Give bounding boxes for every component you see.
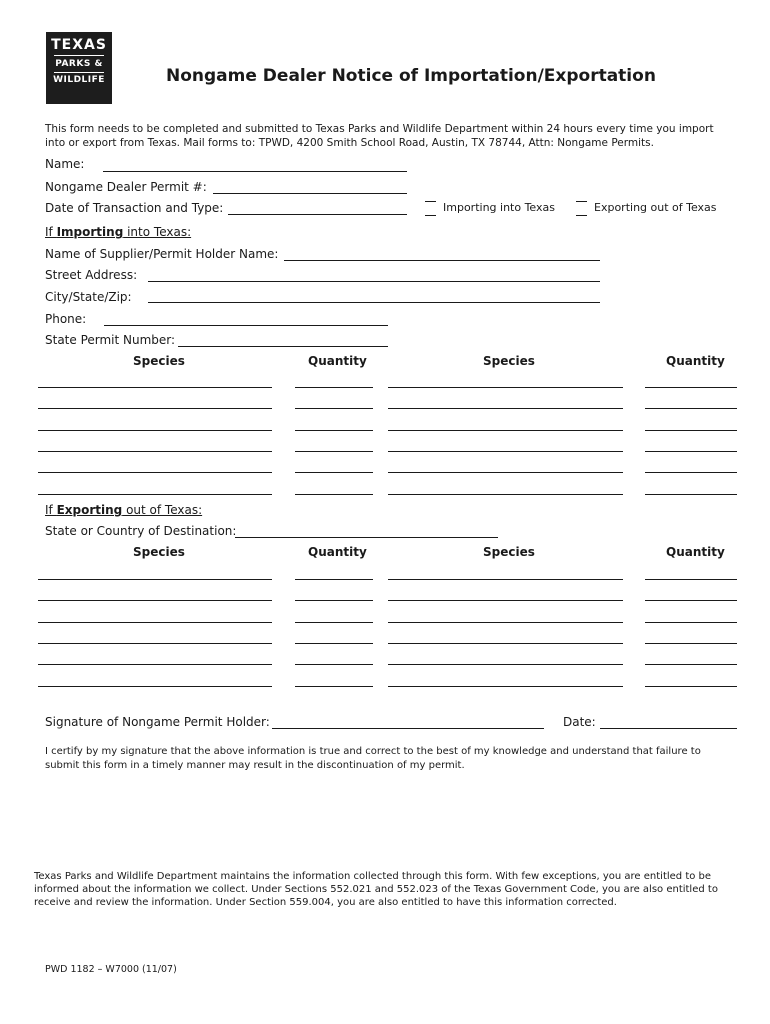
importing-heading <box>45 225 191 239</box>
importing-heading-bold: Importing <box>56 225 124 239</box>
exporting-heading-prefix: If <box>45 503 57 517</box>
name-field[interactable] <box>103 171 407 172</box>
import-species-entry-2[interactable] <box>388 408 623 409</box>
importing-heading-prefix: If <box>45 225 57 239</box>
import-species-entry-1[interactable] <box>38 430 272 431</box>
export-species-header-1: Species <box>133 545 185 559</box>
import-species-entry-2[interactable] <box>388 387 623 388</box>
street-label: Street Address: <box>45 268 138 282</box>
import-quantity-entry-2[interactable] <box>645 494 737 495</box>
exporting-heading-suffix: out of Texas: <box>122 503 203 517</box>
logo-line-3: WILDLIFE <box>53 75 105 85</box>
import-quantity-entry-2[interactable] <box>645 387 737 388</box>
importing-option-label: Importing into Texas <box>443 201 555 214</box>
intro-text: This form needs to be completed and submitted to Texas Parks and Wildlife Department within 24 hours every time you import into or export from Texas. Mail forms to: TPWD, 4200 Smith School Road, Austin, TX 78744, Attn: Nongame Permits. <box>45 123 714 149</box>
export-species-entry-1[interactable] <box>38 600 272 601</box>
logo-line-2: PARKS & <box>55 59 103 69</box>
form-number: PWD 1182 – W7000 (11/07) <box>45 964 177 975</box>
phone-field[interactable] <box>104 325 388 326</box>
export-species-entry-2[interactable] <box>388 664 623 665</box>
export-quantity-entry-2[interactable] <box>645 600 737 601</box>
import-species-entry-1[interactable] <box>38 387 272 388</box>
street-field[interactable] <box>148 281 600 282</box>
export-species-entry-1[interactable] <box>38 664 272 665</box>
import-quantity-entry-2[interactable] <box>645 430 737 431</box>
export-species-entry-2[interactable] <box>388 600 623 601</box>
import-quantity-entry-1[interactable] <box>295 472 373 473</box>
date-label: Date: <box>563 715 596 729</box>
export-species-entry-1[interactable] <box>38 579 272 580</box>
city-field[interactable] <box>148 302 600 303</box>
import-species-header-1: Species <box>133 354 185 368</box>
export-species-header-2: Species <box>483 545 535 559</box>
export-species-entry-2[interactable] <box>388 579 623 580</box>
import-quantity-header-2: Quantity <box>666 354 725 368</box>
export-quantity-entry-1[interactable] <box>295 600 373 601</box>
signature-date-field[interactable] <box>600 728 737 729</box>
name-label: Name: <box>45 157 85 171</box>
importing-checkbox[interactable] <box>425 201 436 216</box>
import-species-entry-2[interactable] <box>388 430 623 431</box>
import-quantity-entry-1[interactable] <box>295 387 373 388</box>
export-quantity-entry-2[interactable] <box>645 664 737 665</box>
export-quantity-header-1: Quantity <box>308 545 367 559</box>
import-species-entry-2[interactable] <box>388 494 623 495</box>
export-quantity-entry-1[interactable] <box>295 664 373 665</box>
export-species-entry-1[interactable] <box>38 643 272 644</box>
certification-text: I certify by my signature that the above information is true and correct to the best of my knowledge and understand that failure to submit this form in a timely manner may result in the discontinuation of my permit. <box>45 746 701 771</box>
import-quantity-entry-1[interactable] <box>295 451 373 452</box>
state-permit-field[interactable] <box>178 346 388 347</box>
export-quantity-entry-2[interactable] <box>645 579 737 580</box>
importing-heading-suffix: into Texas: <box>123 225 192 239</box>
export-quantity-entry-1[interactable] <box>295 622 373 623</box>
exporting-checkbox[interactable] <box>576 201 587 216</box>
supplier-field[interactable] <box>284 260 600 261</box>
logo-rule <box>54 55 104 56</box>
exporting-option-label: Exporting out of Texas <box>594 201 717 214</box>
export-species-entry-2[interactable] <box>388 643 623 644</box>
permit-label: Nongame Dealer Permit #: <box>45 180 207 194</box>
date-field[interactable] <box>228 214 407 215</box>
import-species-entry-2[interactable] <box>388 451 623 452</box>
export-species-entry-2[interactable] <box>388 686 623 687</box>
import-species-entry-1[interactable] <box>38 494 272 495</box>
import-quantity-entry-2[interactable] <box>645 472 737 473</box>
import-quantity-entry-1[interactable] <box>295 430 373 431</box>
privacy-notice: Texas Parks and Wildlife Department maintains the information collected through this form. With few exceptions, you are entitled to be informed about the information we collect. Under Sections 552.021 and 552.023 of the Texas Government Code, you are also entitled to receive and review the information. Under Section 559.004, you are also entitled to have this information corrected. <box>34 871 718 908</box>
export-quantity-entry-1[interactable] <box>295 579 373 580</box>
phone-label: Phone: <box>45 312 87 326</box>
import-quantity-entry-1[interactable] <box>295 408 373 409</box>
import-quantity-entry-1[interactable] <box>295 494 373 495</box>
export-species-entry-2[interactable] <box>388 622 623 623</box>
signature-label: Signature of Nongame Permit Holder: <box>45 715 270 729</box>
import-species-entry-1[interactable] <box>38 408 272 409</box>
date-type-label: Date of Transaction and Type: <box>45 201 224 215</box>
exporting-heading-bold: Exporting <box>56 503 123 517</box>
import-quantity-entry-2[interactable] <box>645 451 737 452</box>
destination-label: State or Country of Destination: <box>45 524 237 538</box>
export-quantity-entry-2[interactable] <box>645 643 737 644</box>
import-species-entry-1[interactable] <box>38 451 272 452</box>
import-species-header-2: Species <box>483 354 535 368</box>
export-species-entry-1[interactable] <box>38 686 272 687</box>
import-species-entry-2[interactable] <box>388 472 623 473</box>
export-quantity-entry-2[interactable] <box>645 686 737 687</box>
export-quantity-header-2: Quantity <box>666 545 725 559</box>
export-quantity-entry-2[interactable] <box>645 622 737 623</box>
logo-rule <box>54 72 104 73</box>
import-quantity-header-1: Quantity <box>308 354 367 368</box>
supplier-label: Name of Supplier/Permit Holder Name: <box>45 247 279 261</box>
export-species-entry-1[interactable] <box>38 622 272 623</box>
tpwd-logo <box>46 32 112 104</box>
import-quantity-entry-2[interactable] <box>645 408 737 409</box>
state-permit-label: State Permit Number: <box>45 333 176 347</box>
form-title: Nongame Dealer Notice of Importation/Exportation <box>166 66 656 86</box>
city-label: City/State/Zip: <box>45 290 132 304</box>
export-quantity-entry-1[interactable] <box>295 643 373 644</box>
signature-field[interactable] <box>272 728 544 729</box>
destination-field[interactable] <box>235 537 498 538</box>
exporting-heading <box>45 503 202 517</box>
import-species-entry-1[interactable] <box>38 472 272 473</box>
permit-field[interactable] <box>213 193 407 194</box>
logo-line-1: TEXAS <box>51 37 107 53</box>
export-quantity-entry-1[interactable] <box>295 686 373 687</box>
